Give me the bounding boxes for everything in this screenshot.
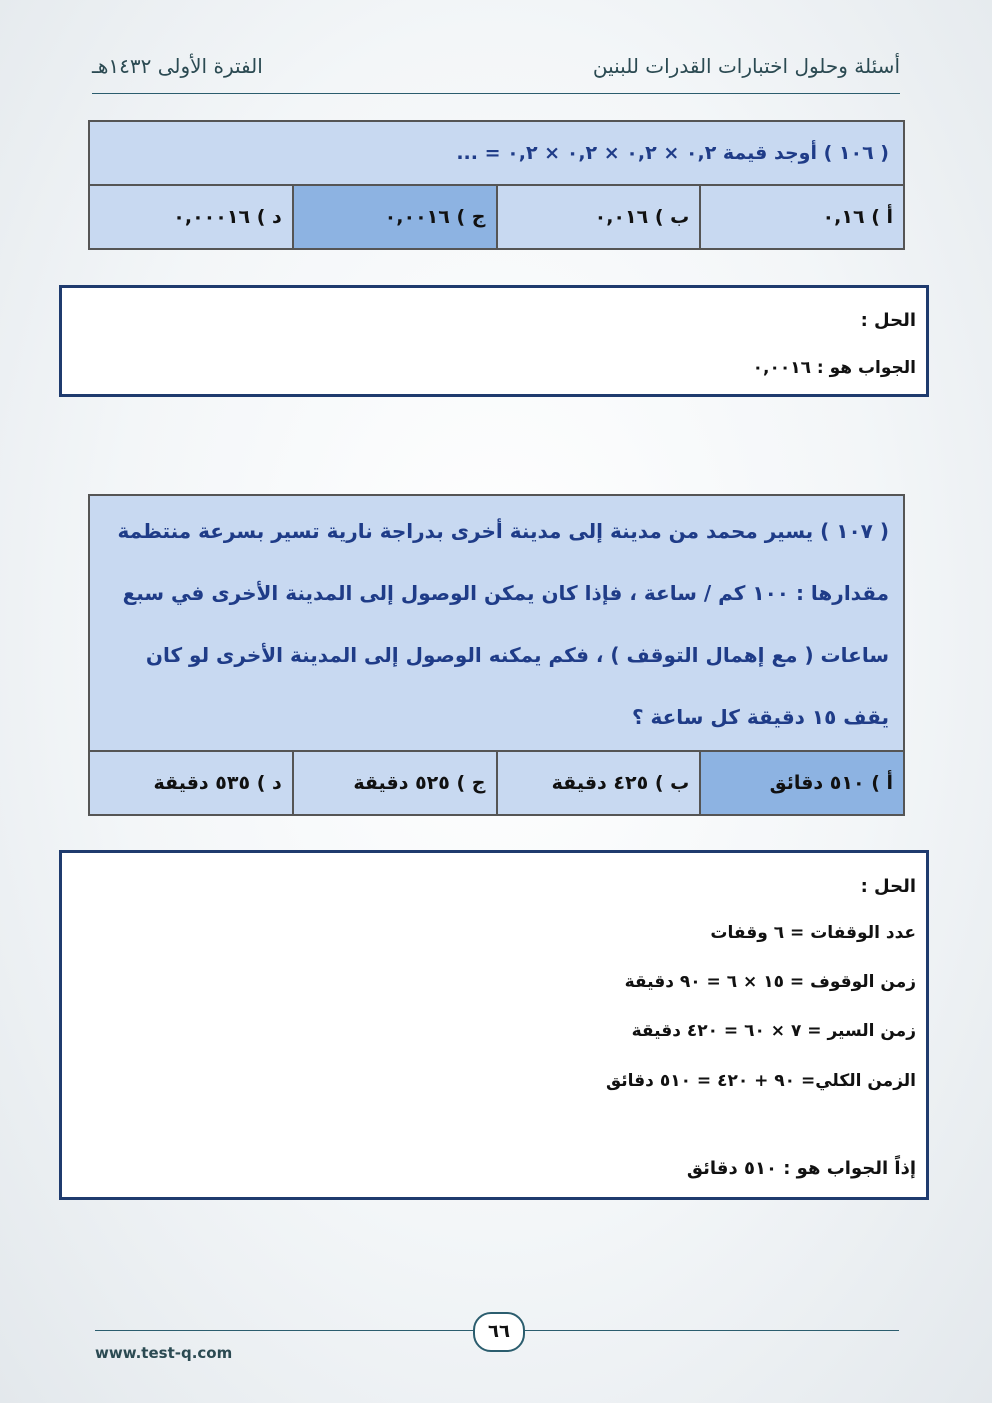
option-value: ٤٢٥ دقيقة xyxy=(551,772,649,794)
question-106 xyxy=(88,120,905,250)
question-106-option-d[interactable] xyxy=(89,185,293,249)
option-letter: ج ) xyxy=(456,772,486,794)
question-107-option-b[interactable] xyxy=(497,751,701,815)
solution-step: زمن السير = ٧ × ٦٠ = ٤٢٠ دقيقة xyxy=(631,1021,916,1041)
question-107-stem: ( ١٠٧ ) يسير محمد من مدينة إلى مدينة أخرى بدراجة نارية تسير بسرعة منتظمة مقدارها : ١٠٠ كم / ساعة ، فإذا كان يمكن الوصول إلى المدينة الأخرى في سبع ساعات ( مع إهمال التوقف ) ، فكم يمكنه الوصول إلى المدينة الأخرى لو كان يقف ١٥ دقيقة كل ساعة ؟ xyxy=(89,495,904,751)
document-title: أسئلة وحلول اختبارات القدرات للبنين xyxy=(592,54,900,78)
option-letter: أ ) xyxy=(871,772,893,794)
question-107-option-c[interactable] xyxy=(293,751,497,815)
exam-period: الفترة الأولى ١٤٣٢هـ xyxy=(92,54,263,78)
solution-107-box xyxy=(59,850,929,1200)
question-106-option-b[interactable] xyxy=(497,185,701,249)
header-divider xyxy=(92,93,900,94)
solution-106-box xyxy=(59,285,929,397)
option-value: ٠,٠٠١٦ xyxy=(384,206,450,228)
option-value: ٠,٠١٦ xyxy=(594,206,649,228)
solution-label: الحل : xyxy=(860,310,916,331)
option-letter: ج ) xyxy=(456,206,486,228)
option-letter: أ ) xyxy=(871,206,893,228)
question-107-option-d[interactable] xyxy=(89,751,293,815)
option-letter: ب ) xyxy=(654,206,690,228)
solution-answer: الجواب هو : ٠,٠٠١٦ xyxy=(752,358,916,378)
page-number: ٦٦ xyxy=(473,1312,525,1352)
solution-conclusion: إذاً الجواب هو : ٥١٠ دقائق xyxy=(686,1158,916,1179)
solution-step: عدد الوقفات = ٦ وقفات xyxy=(710,923,916,943)
solution-step: الزمن الكلي= ٩٠ + ٤٢٠ = ٥١٠ دقائق xyxy=(605,1071,916,1091)
solution-label: الحل : xyxy=(860,876,916,897)
footer-url: www.test-q.com xyxy=(95,1344,233,1362)
solution-step: زمن الوقوف = ١٥ × ٦ = ٩٠ دقيقة xyxy=(624,972,916,992)
option-letter: د ) xyxy=(256,206,282,228)
option-value: ٥٢٥ دقيقة xyxy=(353,772,450,794)
option-letter: ب ) xyxy=(654,772,690,794)
question-107 xyxy=(88,494,905,816)
question-106-stem: ( ١٠٦ ) أوجد قيمة ٠,٢ × ٠,٢ × ٠,٢ × ٠,٢ = ... xyxy=(89,121,904,185)
question-106-option-a[interactable] xyxy=(700,185,904,249)
option-value: ٥١٠ دقائق xyxy=(769,772,865,794)
option-value: ٥٣٥ دقيقة xyxy=(153,772,251,794)
option-letter: د ) xyxy=(256,772,282,794)
question-106-option-c[interactable] xyxy=(293,185,497,249)
question-107-option-a[interactable] xyxy=(700,751,904,815)
option-value: ٠,١٦ xyxy=(822,206,865,228)
option-value: ٠,٠٠٠١٦ xyxy=(173,206,251,228)
